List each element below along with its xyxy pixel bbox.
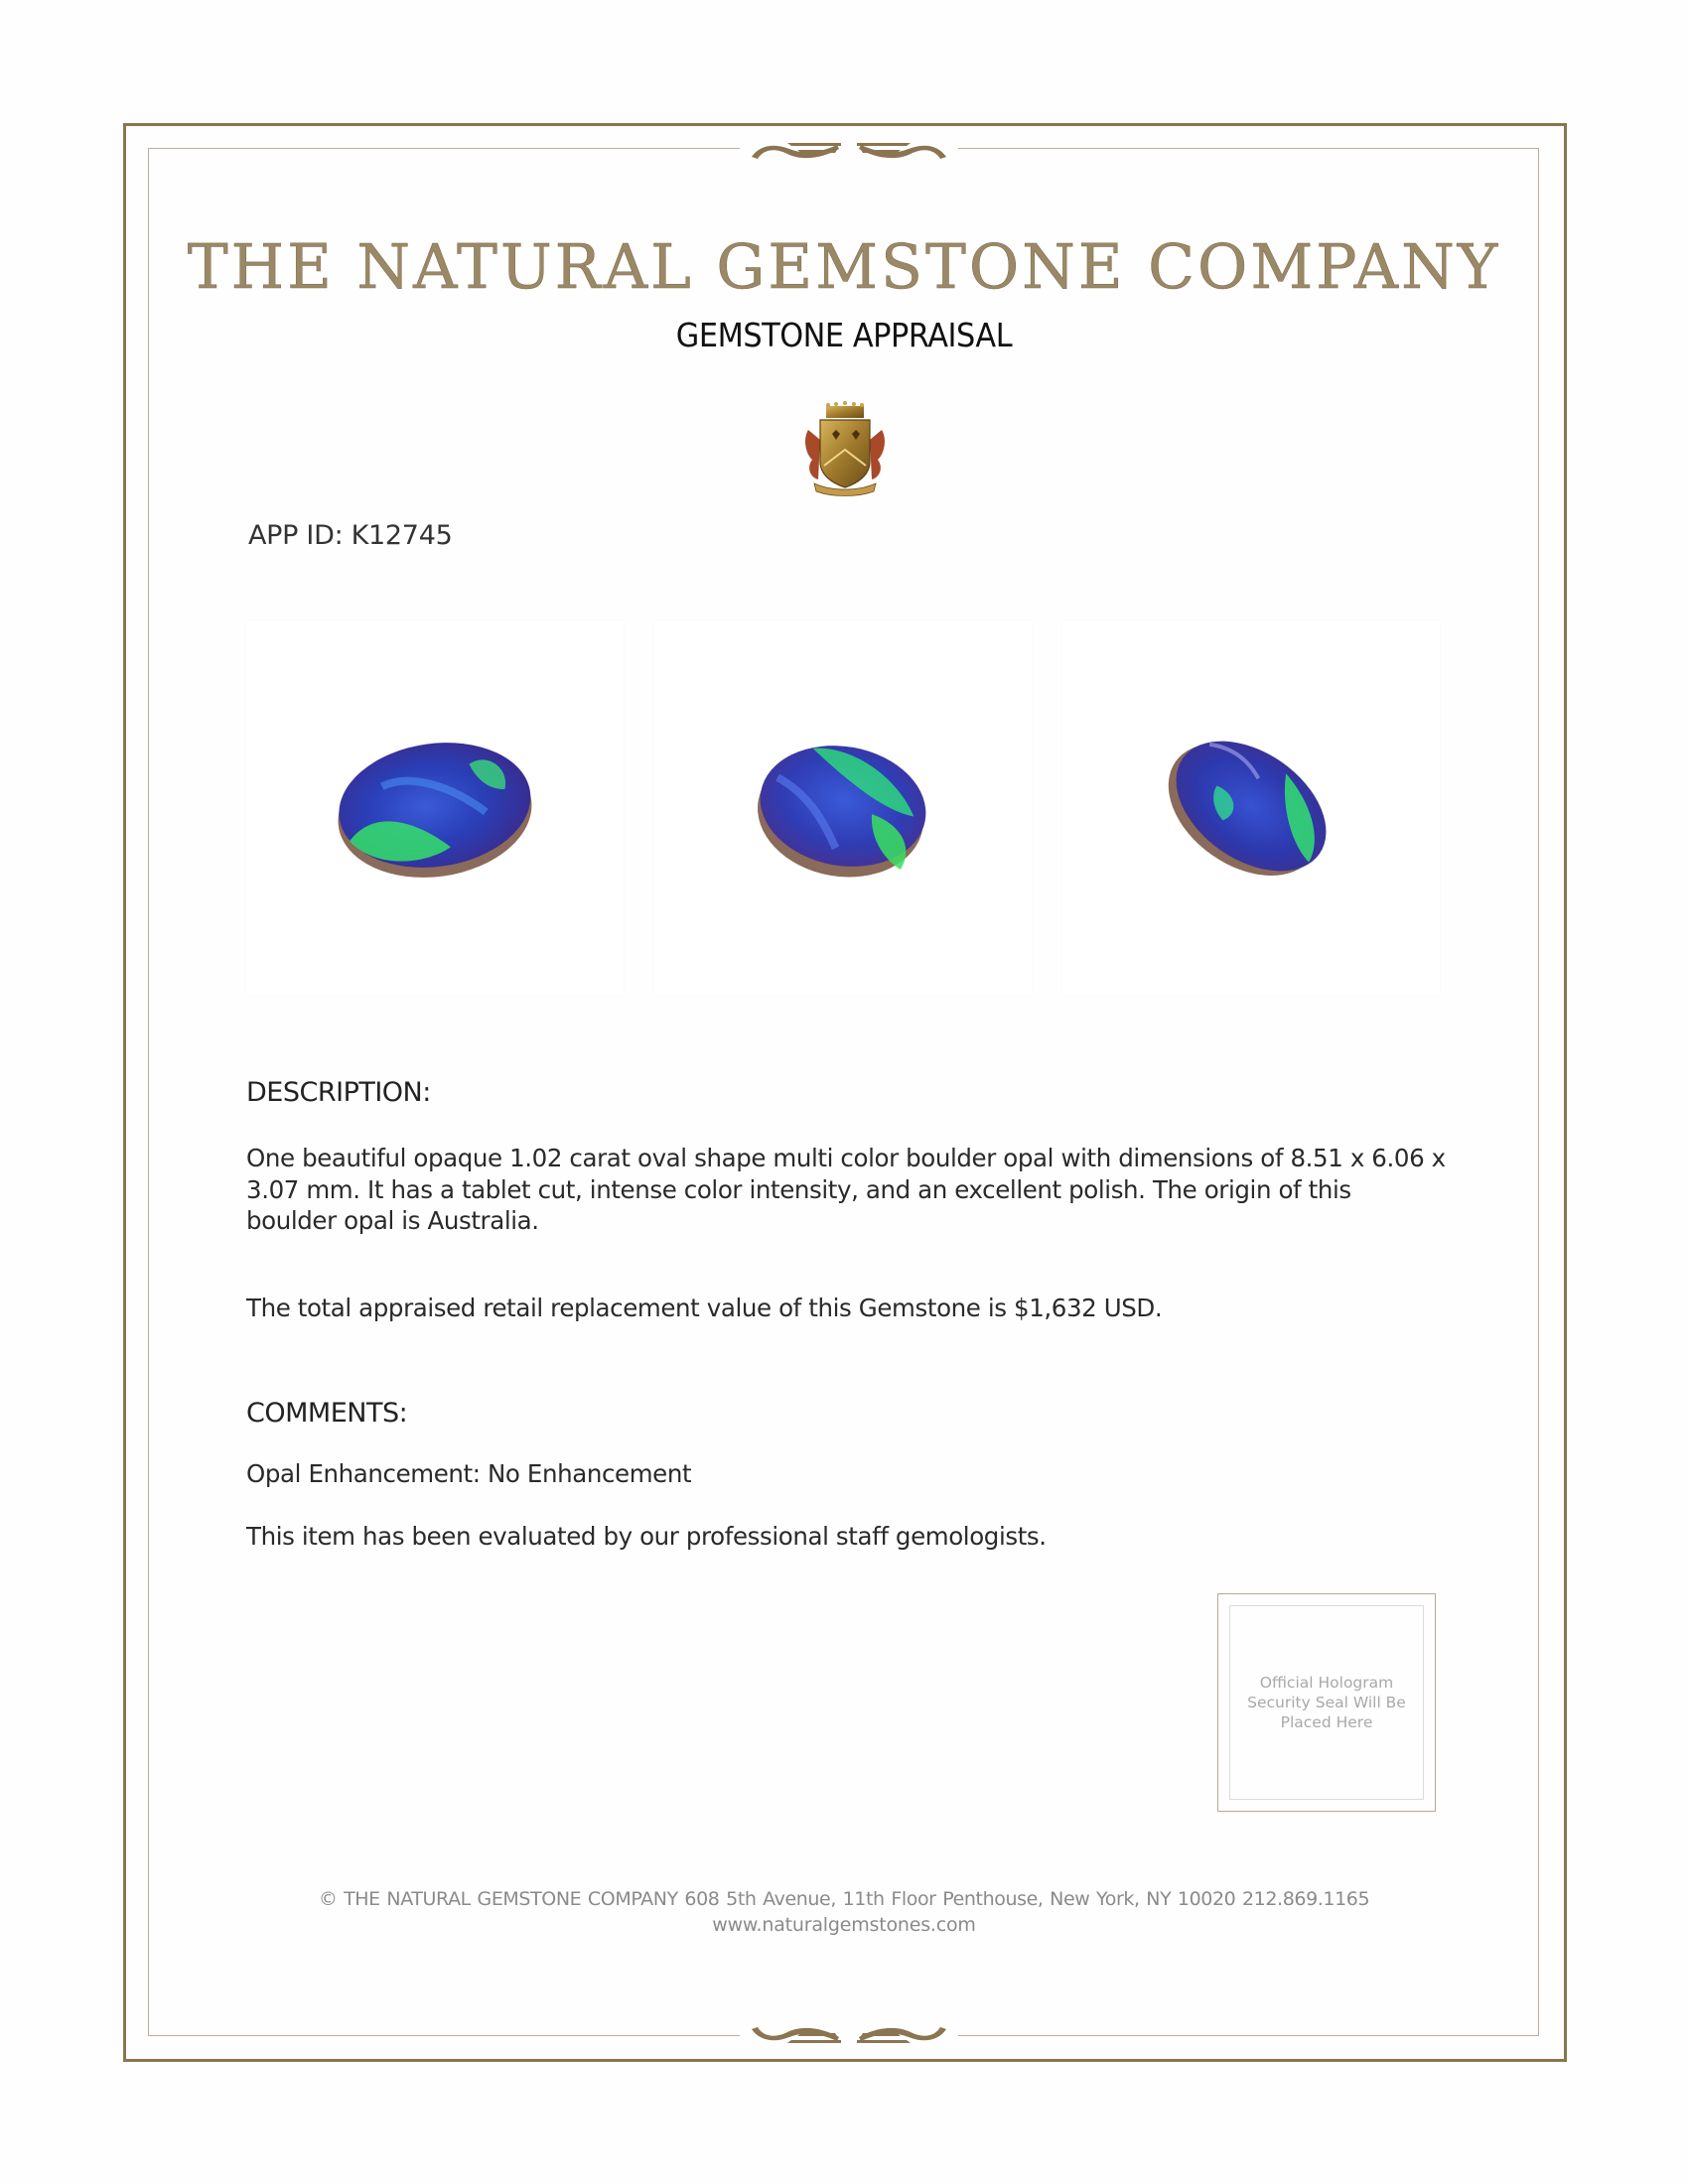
gemstone-photo-2 xyxy=(654,620,1032,996)
comments-heading: COMMENTS: xyxy=(246,1398,408,1429)
seal-placeholder-text: Official Hologram Security Seal Will Be Placed Here xyxy=(1247,1674,1406,1731)
document-title: GEMSTONE APPRAISAL xyxy=(675,316,1013,354)
crest-logo-icon xyxy=(802,400,888,499)
gemstone-photo-1 xyxy=(246,620,624,996)
hologram-seal-inner xyxy=(1229,1605,1424,1800)
appraised-value-text: The total appraised retail replacement value of this Gemstone is $1,632 USD. xyxy=(246,1294,1163,1322)
app-id: APP ID: K12745 xyxy=(248,520,453,551)
gemstone-photo-3 xyxy=(1062,620,1440,996)
evaluation-text: This item has been evaluated by our professional staff gemologists. xyxy=(246,1522,1047,1551)
enhancement-text: Opal Enhancement: No Enhancement xyxy=(246,1459,692,1488)
footer-website-link[interactable]: www.naturalgemstones.com xyxy=(712,1914,976,1936)
company-name: THE NATURAL GEMSTONE COMPANY xyxy=(187,230,1501,303)
hologram-seal-placeholder xyxy=(1217,1593,1436,1812)
footer-address: © THE NATURAL GEMSTONE COMPANY 608 5th Avenue, 11th Floor Penthouse, New York, NY 10020 212.869.1165 xyxy=(318,1888,1370,1910)
description-text: One beautiful opaque 1.02 carat oval shape multi color boulder opal with dimensions of 8.51 x 6.06 x 3.07 mm. It has a tablet cut, intense color intensity, and an excellent polish. The origin of this boulder opal is Australia. xyxy=(246,1144,1446,1235)
flourish-ornament-bottom-icon xyxy=(750,2025,948,2049)
flourish-ornament-top-icon xyxy=(750,137,948,161)
description-heading: DESCRIPTION: xyxy=(246,1077,431,1108)
